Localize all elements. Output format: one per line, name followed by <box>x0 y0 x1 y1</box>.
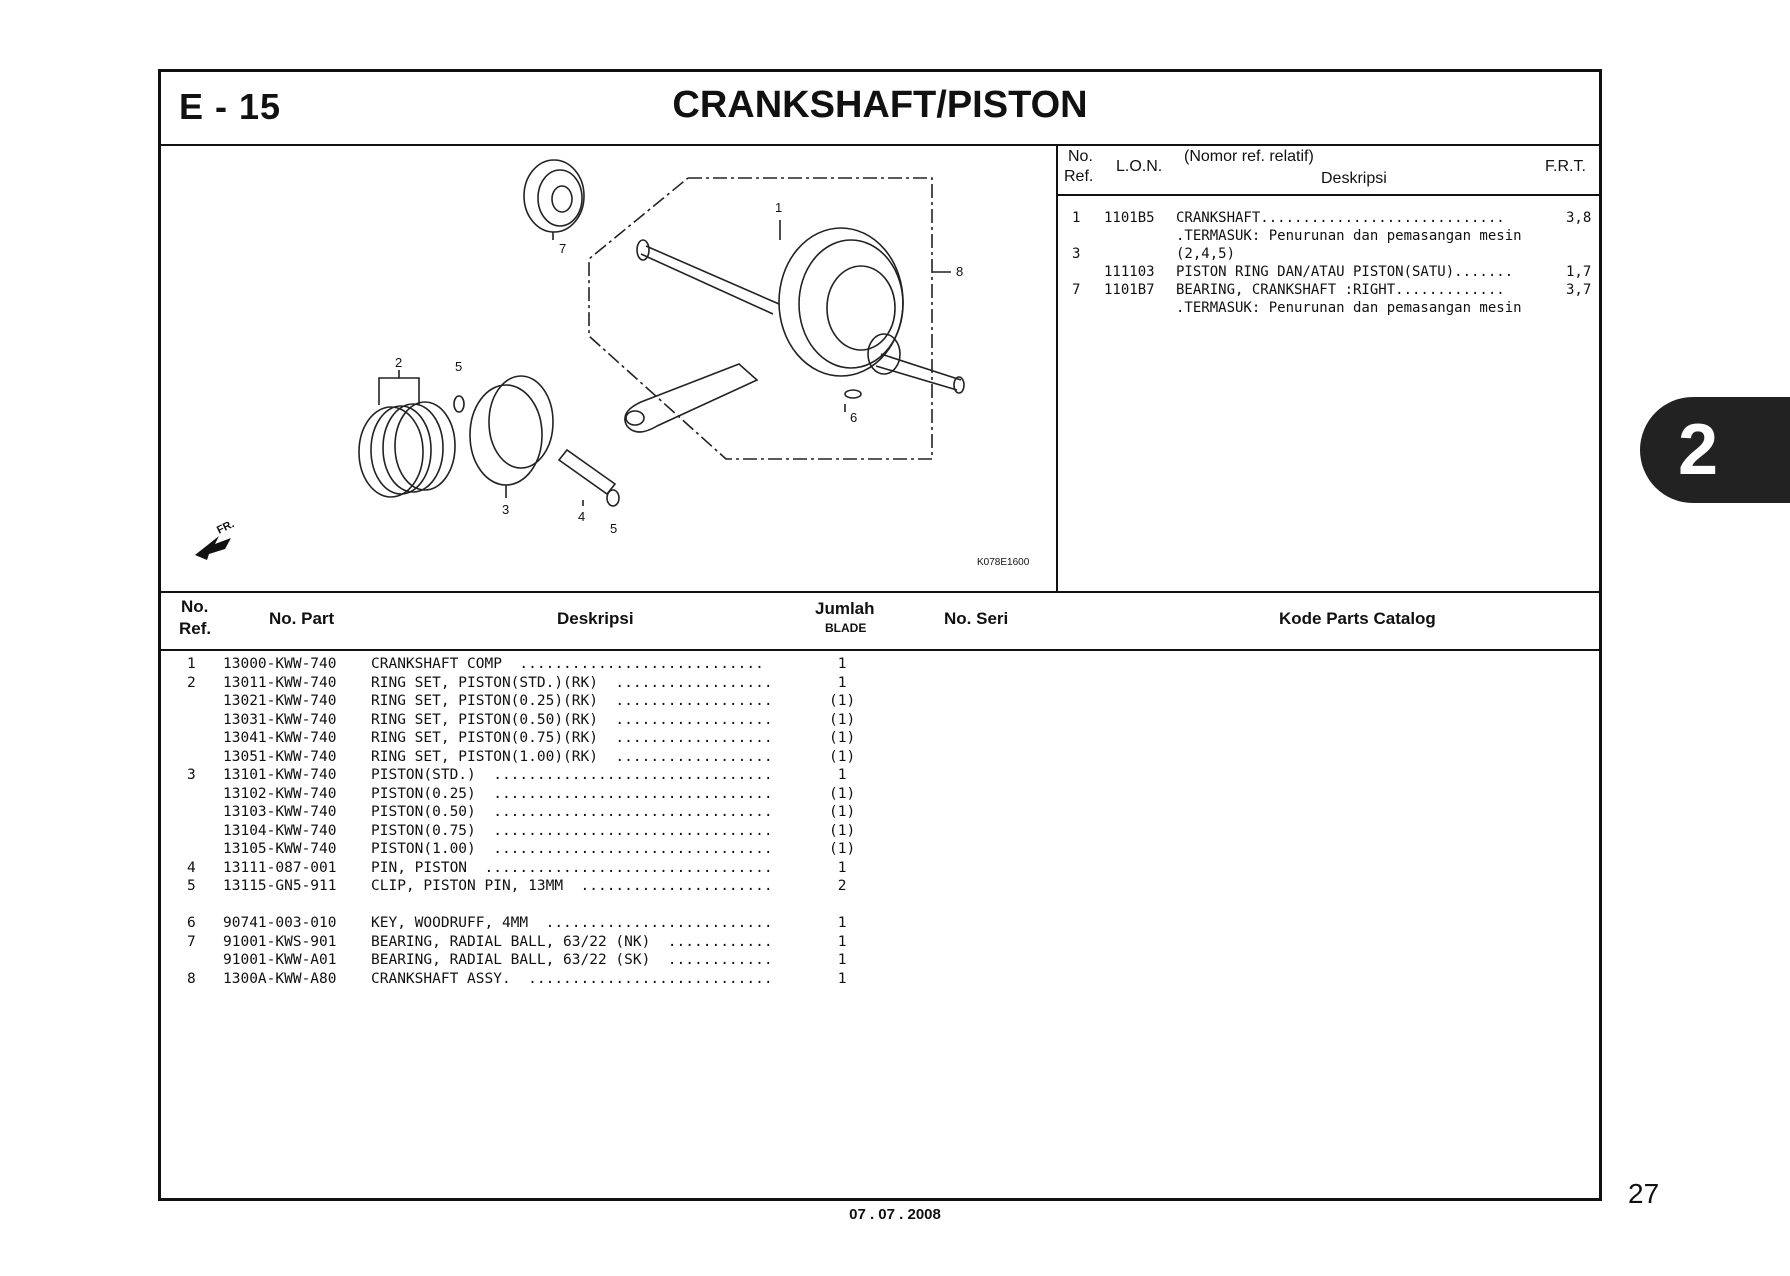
chapter-tab-number: 2 <box>1678 410 1719 490</box>
part-number: 13115-GN5-911 <box>223 878 337 894</box>
parts-header-ref: Ref. <box>179 619 212 638</box>
callout-1: 1 <box>775 200 783 215</box>
lon-row-ref: 1 <box>1072 210 1081 226</box>
part-description: PISTON(0.50) ................................ <box>371 804 773 820</box>
title-row <box>161 72 1599 146</box>
lon-row-frt: 3,7 <box>1566 282 1592 298</box>
piston-ring-a <box>359 407 423 497</box>
table-row <box>161 952 1599 971</box>
part-description: PISTON(0.25) ................................ <box>371 785 773 802</box>
lon-table-header <box>1058 144 1599 196</box>
part-description: RING SET, PISTON(0.25)(RK) .................. <box>371 693 773 709</box>
part-description: CRANKSHAFT COMP ............................ <box>371 656 764 672</box>
lon-row-desc: PISTON RING DAN/ATAU PISTON(SATU)....... <box>1176 264 1514 280</box>
part-description: PISTON(0.75) ................................ <box>371 822 773 839</box>
lon-row-desc: .TERMASUK: Penurunan dan pemasangan mesin <box>1176 300 1522 316</box>
part-ref: 8 <box>187 970 196 987</box>
table-row-gap <box>161 897 1599 916</box>
part-ref: 3 <box>187 767 196 783</box>
page-number: 27 <box>1628 1178 1660 1209</box>
lon-row-desc: (2,4,5) <box>1176 246 1236 262</box>
table-row <box>161 841 1599 860</box>
callout-2: 2 <box>395 355 403 370</box>
part-quantity: (1) <box>829 822 856 839</box>
table-row <box>161 878 1599 897</box>
part-number: 13051-KWW-740 <box>223 748 337 765</box>
assembly-outline <box>589 178 932 459</box>
catalog-page-frame <box>158 69 1602 1201</box>
part-number: 13031-KWW-740 <box>223 711 337 728</box>
parts-header-qty-sub: BLADE <box>825 621 867 635</box>
part-number: 90741-003-010 <box>223 915 337 931</box>
part-ref: 4 <box>187 859 196 876</box>
crankshaft-right-shaft-bottom <box>876 366 957 390</box>
section-code: E - 15 <box>179 86 282 127</box>
part-number: 13102-KWW-740 <box>223 785 337 802</box>
part-ref: 1 <box>187 656 196 672</box>
lon-row <box>1058 228 1599 246</box>
piston-pin <box>559 450 615 494</box>
crankshaft-left-shaft-bottom <box>641 254 773 314</box>
part-number: 13103-KWW-740 <box>223 804 337 820</box>
part-number: 13111-087-001 <box>223 859 337 876</box>
table-row <box>161 860 1599 879</box>
table-row <box>161 693 1599 712</box>
table-row <box>161 786 1599 805</box>
callout-3: 3 <box>502 502 510 517</box>
lon-row-desc: BEARING, CRANKSHAFT :RIGHT............. <box>1176 282 1505 298</box>
part-quantity: 1 <box>829 859 847 876</box>
lon-row-ref: 3 <box>1072 246 1081 262</box>
part-description: CLIP, PISTON PIN, 13MM ...................... <box>371 878 773 894</box>
lon-header-no: No. <box>1068 148 1093 165</box>
lon-row <box>1058 210 1599 228</box>
page-title: CRANKSHAFT/PISTON <box>672 84 1088 126</box>
part-description: BEARING, RADIAL BALL, 63/22 (SK) ............ <box>371 952 773 968</box>
part-quantity: 2 <box>829 878 847 894</box>
part-description: RING SET, PISTON(STD.)(RK) .................. <box>371 674 773 691</box>
lon-row-lon: 1101B7 <box>1104 282 1155 298</box>
chapter-tab <box>1640 397 1790 503</box>
part-number: 13041-KWW-740 <box>223 730 337 746</box>
callout-5-upper: 5 <box>455 359 463 374</box>
parts-header-desc: Deskripsi <box>557 609 634 628</box>
part-number: 91001-KWW-A01 <box>223 952 337 968</box>
part-ref: 7 <box>187 933 196 950</box>
piston-pin-clip-lower <box>607 490 619 506</box>
table-row <box>161 675 1599 694</box>
part-number: 13021-KWW-740 <box>223 693 337 709</box>
lon-row-ref: 7 <box>1072 282 1081 298</box>
table-row <box>161 915 1599 934</box>
part-quantity: 1 <box>829 933 847 950</box>
table-row <box>161 656 1599 675</box>
table-row <box>161 767 1599 786</box>
exploded-diagram <box>161 144 1058 591</box>
parts-table-header <box>161 591 1599 651</box>
table-row <box>161 730 1599 749</box>
part-quantity: (1) <box>829 785 856 802</box>
part-description: BEARING, RADIAL BALL, 63/22 (NK) ............ <box>371 933 773 950</box>
crankshaft-right-shaft-top <box>881 354 961 380</box>
front-label: FR. <box>215 518 237 537</box>
part-ref: 2 <box>187 674 196 691</box>
lon-header-ref: Ref. <box>1064 168 1094 185</box>
parts-header-serial: No. Seri <box>944 609 1009 628</box>
lon-row-lon: 111103 <box>1104 264 1155 280</box>
part-quantity: 1 <box>829 952 847 968</box>
table-row <box>161 971 1599 990</box>
connecting-rod-small-end <box>626 411 644 425</box>
lon-header-nomor: (Nomor ref. relatif) <box>1184 148 1314 165</box>
part-description: RING SET, PISTON(0.75)(RK) .................. <box>371 730 773 746</box>
publication-date: 07 . 07 . 2008 <box>849 1206 941 1223</box>
part-ref: 5 <box>187 878 196 894</box>
part-description: KEY, WOODRUFF, 4MM .......................... <box>371 915 773 931</box>
part-number: 13011-KWW-740 <box>223 674 337 691</box>
part-description: PISTON(1.00) ................................ <box>371 841 773 857</box>
part-number: 1300A-KWW-A80 <box>223 970 337 987</box>
lon-header-frt: F.R.T. <box>1545 158 1586 175</box>
callout-7: 7 <box>559 241 567 256</box>
part-quantity: (1) <box>829 730 856 746</box>
piston-body <box>470 385 542 485</box>
labor-operation-panel <box>1058 144 1599 591</box>
lon-row-desc: CRANKSHAFT............................. <box>1176 210 1505 226</box>
lon-row-frt: 3,8 <box>1566 210 1592 226</box>
lon-row-frt: 1,7 <box>1566 264 1592 280</box>
parts-header-catalog: Kode Parts Catalog <box>1279 609 1436 628</box>
bearing-bore <box>552 186 572 212</box>
piston-ring-c <box>383 404 443 492</box>
lon-row <box>1058 282 1599 300</box>
parts-header-qty: Jumlah <box>815 599 875 618</box>
piston-pin-clip-upper <box>454 396 464 412</box>
part-quantity: 1 <box>829 656 847 672</box>
part-quantity: 1 <box>829 674 847 691</box>
exploded-diagram-drawing <box>161 144 1056 591</box>
part-ref: 6 <box>187 915 196 931</box>
crankshaft-left-shaft-top <box>646 246 779 304</box>
part-description: RING SET, PISTON(1.00)(RK) .................. <box>371 748 773 765</box>
crankshaft-shaft-end <box>637 240 649 260</box>
parts-header-no: No. <box>181 597 209 616</box>
part-number: 13105-KWW-740 <box>223 841 337 857</box>
table-row <box>161 934 1599 953</box>
callout-bracket-2 <box>379 378 419 405</box>
parts-header-part: No. Part <box>269 609 335 628</box>
parts-table-rows <box>161 656 1599 989</box>
part-quantity: (1) <box>829 804 856 820</box>
part-description: RING SET, PISTON(0.50)(RK) .................. <box>371 711 773 728</box>
part-description: CRANKSHAFT ASSY. ............................ <box>371 970 773 987</box>
bearing-inner <box>538 170 582 226</box>
lon-row-lon: 1101B5 <box>1104 210 1155 226</box>
lon-row <box>1058 264 1599 282</box>
lon-row <box>1058 246 1599 264</box>
callout-6: 6 <box>850 410 858 425</box>
part-quantity: (1) <box>829 841 856 857</box>
part-description: PIN, PISTON ................................. <box>371 859 773 876</box>
lon-row <box>1058 300 1599 318</box>
crankshaft-web <box>827 266 895 350</box>
lon-header-deskripsi: Deskripsi <box>1321 170 1387 187</box>
part-quantity: (1) <box>829 711 856 728</box>
part-quantity: 1 <box>829 915 847 931</box>
part-number: 13104-KWW-740 <box>223 822 337 839</box>
front-arrow-icon <box>195 536 231 560</box>
table-row <box>161 804 1599 823</box>
woodruff-key <box>845 390 861 398</box>
callout-8: 8 <box>956 264 964 279</box>
lon-table-rows <box>1058 210 1599 318</box>
part-number: 13000-KWW-740 <box>223 656 337 672</box>
lon-header-lon: L.O.N. <box>1116 158 1163 175</box>
part-description: PISTON(STD.) ................................ <box>371 767 773 783</box>
part-quantity: (1) <box>829 693 856 709</box>
callout-5-lower: 5 <box>610 521 618 536</box>
callout-4: 4 <box>578 509 586 524</box>
lon-row-desc: .TERMASUK: Penurunan dan pemasangan mesin <box>1176 228 1522 244</box>
table-row <box>161 823 1599 842</box>
part-quantity: 1 <box>829 970 847 987</box>
part-quantity: (1) <box>829 748 856 765</box>
part-number: 91001-KWS-901 <box>223 933 337 950</box>
connecting-rod <box>625 364 757 432</box>
table-row <box>161 749 1599 768</box>
figure-code: K078E1600 <box>977 557 1030 568</box>
part-quantity: 1 <box>829 767 847 783</box>
table-row <box>161 712 1599 731</box>
part-number: 13101-KWW-740 <box>223 767 337 783</box>
